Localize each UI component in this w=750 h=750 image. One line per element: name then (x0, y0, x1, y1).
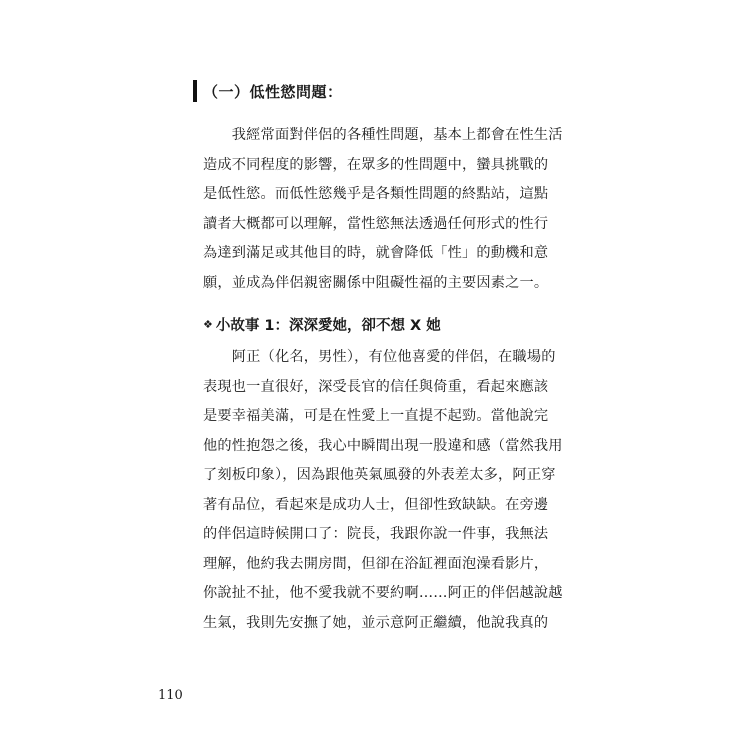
paragraph-line: 阿正（化名，男性），有位他喜愛的伴侶，在職場的 (203, 349, 556, 365)
paragraph-line: 我經常面對伴侶的各種性問題，基本上都會在性生活 (203, 127, 563, 143)
paragraph-line: 為達到滿足或其他目的時，就會降低「性」的動機和意 (203, 245, 549, 261)
paragraph-line: 是要幸福美滿，可是在性愛上一直提不起勁。當他說完 (203, 408, 549, 424)
diamond-icon: ❖ (203, 317, 213, 331)
paragraph-2 (203, 343, 563, 638)
paragraph-line: 是低性慾。而低性慾幾乎是各類性問題的終點站，這點 (203, 186, 549, 202)
paragraph-line: 的伴侶這時候開口了：院長，我跟你說一件事，我無法 (203, 526, 549, 542)
paragraph-line: 造成不同程度的影響，在眾多的性問題中，蠻具挑戰的 (203, 156, 549, 173)
heading-bar (193, 80, 197, 102)
paragraph-line: 他的性抱怨之後，我心中瞬間出現一股違和感（當然我用 (203, 437, 563, 454)
paragraph-line: 表現也一直很好，深受長官的信任與倚重，看起來應該 (203, 378, 549, 395)
paragraph-line: 願，並成為伴侶親密關係中阻礙性福的主要因素之一。 (203, 274, 549, 291)
story-heading (203, 313, 441, 335)
paragraph-line: 著有品位，看起來是成功人士，但卻性致缺缺。在旁邊 (203, 496, 549, 513)
page-number: 110 (158, 688, 183, 703)
section-heading (193, 80, 343, 102)
paragraph-line: 生氣，我則先安撫了她，並示意阿正繼續，他說我真的 (203, 614, 549, 631)
paragraph-line: 理解，他約我去開房間，但卻在浴缸裡面泡澡看影片， (203, 555, 549, 572)
paragraph-line: 讀者大概都可以理解，當性慾無法透過任何形式的性行 (203, 215, 549, 232)
paragraph-1 (203, 121, 563, 298)
section-heading-text: （一）低性慾問題： (203, 82, 343, 101)
story-heading-text: 小故事 1：深深愛她，卻不想 X 她 (215, 317, 441, 334)
paragraph-line: 你說扯不扯，他不愛我就不要約啊……阿正的伴侶越說越 (203, 585, 563, 601)
paragraph-line: 了刻板印象），因為跟他英氣風發的外表差太多，阿正穿 (203, 467, 556, 483)
